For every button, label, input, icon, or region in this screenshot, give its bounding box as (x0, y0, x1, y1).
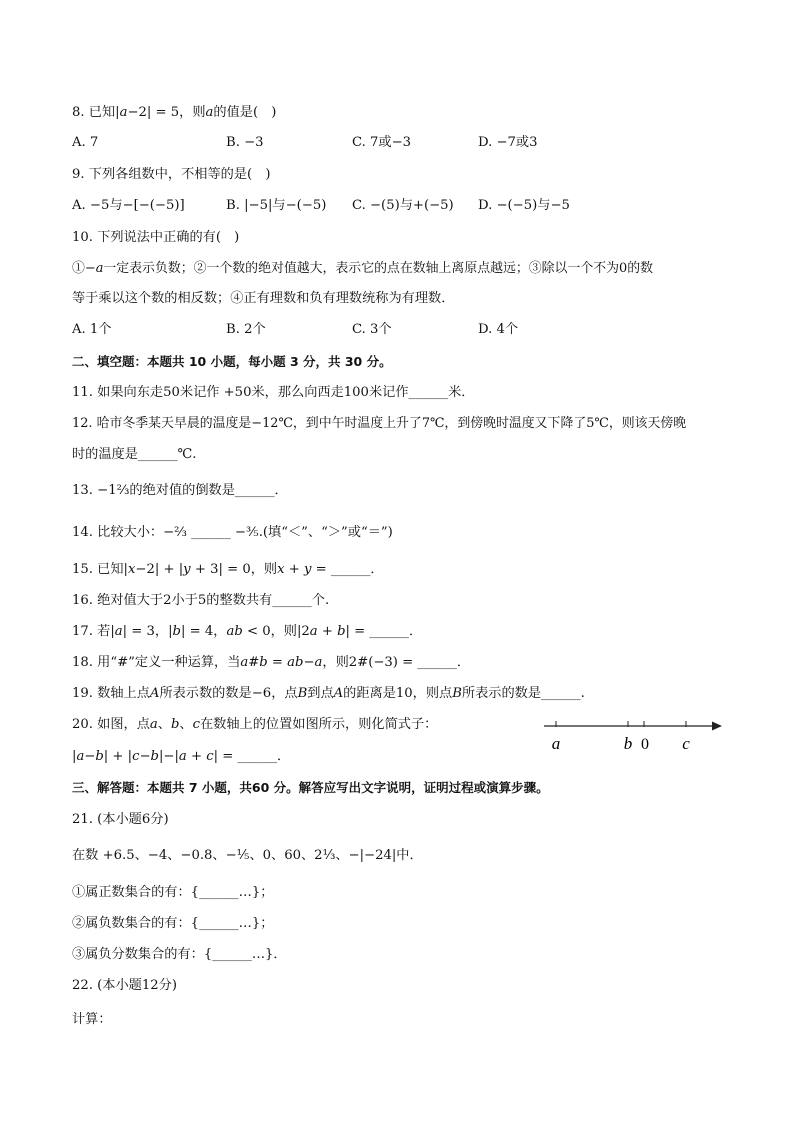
q18: 18. 用“#”定义一种运算，当𝑎#𝑏 = 𝑎𝑏−𝑎，则2#(−3) = ______． (72, 655, 471, 670)
number-line-figure (540, 712, 730, 757)
q12-line1: 12. 哈市冬季某天早晨的温度是−12℃，到中午时温度上升了7℃，到傍晚时温度又下降了5℃，则该天傍晚 (72, 416, 687, 431)
q8-option-d: D. −7或3 (478, 135, 538, 150)
q10-option-b: B. 2个 (226, 322, 266, 337)
label-zero: 0 (641, 736, 649, 753)
q21-part2: ②属负数集合的有：{______…}； (72, 916, 274, 931)
label-a: a (551, 734, 561, 753)
q17: 17. 若|𝑎| = 3，|𝑏| = 4，𝑎𝑏 < 0，则|2𝑎 + 𝑏| = ______． (72, 624, 423, 639)
q22-title: 22. (本小题12分) (72, 978, 177, 993)
q21-part3: ③属负分数集合的有：{______…}． (72, 947, 287, 962)
section-3-heading: 三、解答题：本题共 7 小题，共60 分。解答应写出文字说明，证明过程或演算步骤。 (72, 780, 549, 795)
q20-line2: |𝑎−𝑏| + |𝑐−𝑏|−|𝑎 + 𝑐| = ______． (72, 749, 291, 764)
q10-statement-line1: ①−𝑎一定表示负数；②一个数的绝对值越大，表示它的点在数轴上离原点越远；③除以一个不为0的数 (72, 261, 653, 276)
q16: 16. 绝对值大于2小于5的整数共有______个. (72, 593, 330, 608)
q12-line2: 时的温度是______℃. (72, 447, 197, 462)
q11: 11. 如果向东走50米记作 +50米，那么向西走100米记作______米． (72, 385, 475, 400)
label-b: b (623, 734, 633, 753)
q8-option-c: C. 7或−3 (352, 135, 412, 150)
q10-option-a: A. 1个 (72, 322, 112, 337)
q20-line1: 20. 如图，点𝑎、𝑏、𝑐在数轴上的位置如图所示，则化简式子： (72, 717, 438, 732)
q9-option-a: A. −5与−[−(−5)] (72, 198, 185, 213)
label-c: c (682, 734, 690, 753)
q8-stem: 8. 已知|𝑎−2| = 5，则𝑎的值是( ) (72, 105, 277, 120)
number-line-arrow (712, 722, 722, 731)
q14: 14. 比较大小：−⅔ ______ −⅗.(填“＜”、“＞”或“＝”) (72, 525, 393, 540)
q10-stem: 10. 下列说法中正确的有( ) (72, 230, 240, 245)
q21-title: 21. (本小题6分) (72, 812, 169, 827)
q9-option-b: B. |−5|与−(−5) (226, 198, 327, 213)
q8-option-a: A. 7 (72, 135, 99, 150)
q9-stem: 9. 下列各组数中，不相等的是( ) (72, 167, 271, 182)
q8-option-b: B. −3 (226, 135, 264, 150)
q13: 13. −1⅔的绝对值的倒数是______． (72, 483, 288, 498)
q22-label: 计算： (72, 1012, 112, 1027)
section-2-heading: 二、填空题：本题共 10 小题，每小题 3 分，共 30 分。 (72, 354, 392, 369)
q19: 19. 数轴上点𝐴所表示数的数是−6，点𝐵到点𝐴的距离是10，则点𝐵所表示的数是______. (72, 686, 585, 701)
q15: 15. 已知|𝑥−2| + |𝑦 + 3| = 0，则𝑥 + 𝑦 = ______． (72, 562, 384, 577)
q10-option-d: D. 4个 (478, 322, 519, 337)
q9-option-c: C. −(5)与+(−5) (352, 198, 454, 213)
q10-option-c: C. 3个 (352, 322, 392, 337)
q21-part1: ①属正数集合的有：{______…}； (72, 885, 274, 900)
q10-statement-line2: 等于乘以这个数的相反数；④正有理数和负有理数统称为有理数． (72, 291, 455, 306)
q9-option-d: D. −(−5)与−5 (478, 198, 570, 213)
q21-number-list: 在数 +6.5、−4、−0.8、−⅕、0、60、2⅓、−|−24|中． (72, 848, 423, 863)
